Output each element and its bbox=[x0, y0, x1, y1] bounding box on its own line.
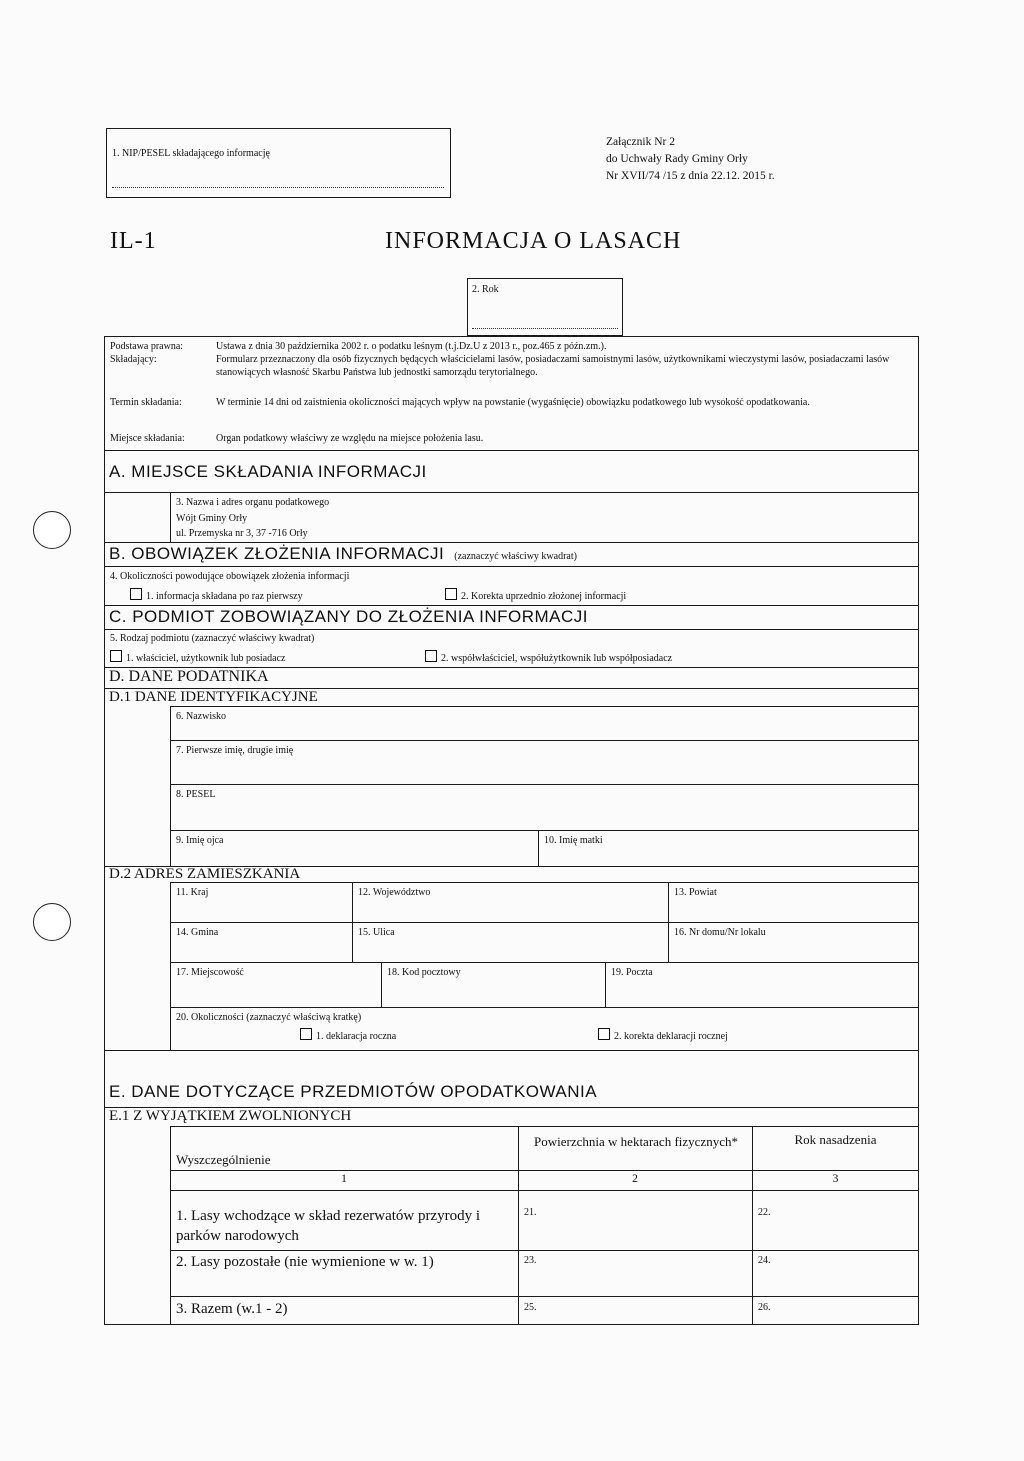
checkbox-icon[interactable] bbox=[130, 588, 142, 600]
checkbox-icon[interactable] bbox=[300, 1028, 312, 1040]
checkbox-icon[interactable] bbox=[598, 1028, 610, 1040]
field-9-label: 9. Imię ojca bbox=[176, 835, 224, 846]
table-row-1-bottom bbox=[170, 1250, 919, 1251]
d-left-indent bbox=[170, 706, 171, 866]
col-number-2: 2 bbox=[632, 1173, 638, 1185]
field-5-label: 5. Rodzaj podmiotu (zaznaczyć właściwy kwadrat) bbox=[110, 633, 315, 644]
col-number-1: 1 bbox=[341, 1173, 347, 1185]
field-6-label: 6. Nazwisko bbox=[176, 711, 226, 722]
col-header-spec: Wyszczególnienie bbox=[176, 1152, 271, 1167]
field-5-option-2-label: 2. współwłaściciel, współużytkownik lub współposiadacz bbox=[441, 653, 673, 664]
legal-divider bbox=[104, 450, 919, 451]
col-number-3: 3 bbox=[832, 1173, 839, 1185]
field-8-label: 8. PESEL bbox=[176, 789, 216, 800]
field-20-option-1-label: 1. deklaracja roczna bbox=[316, 1031, 397, 1042]
col-header-year: Rok nasadzenia bbox=[794, 1132, 877, 1147]
section-b-note: (zaznaczyć właściwy kwadrat) bbox=[454, 551, 577, 562]
field-4-option-2[interactable] bbox=[445, 588, 626, 603]
deadline-label: Termin składania: bbox=[110, 397, 182, 408]
section-c-line bbox=[104, 629, 919, 630]
section-d1-title: D.1 DANE IDENTYFIKACYJNE bbox=[109, 689, 318, 705]
field-8-bottom bbox=[170, 830, 919, 831]
field-14-label: 14. Gmina bbox=[176, 927, 219, 938]
section-d-title: D. DANE PODATNIKA bbox=[109, 668, 269, 685]
field-4-label: 4. Okoliczności powodujące obowiązek złożenia informacji bbox=[110, 571, 350, 582]
section-a-bottom bbox=[104, 542, 919, 543]
field-7-bottom bbox=[170, 784, 919, 785]
field-4-option-1-label: 1. informacja składana po raz pierwszy bbox=[146, 591, 303, 602]
section-b-title-wrap bbox=[109, 544, 577, 564]
section-b-title: B. OBOWIĄZEK ZŁOŻENIA INFORMACJI bbox=[109, 544, 445, 563]
checkbox-icon[interactable] bbox=[445, 588, 457, 600]
field-16-label: 16. Nr domu/Nr lokalu bbox=[674, 927, 766, 938]
field-19-label: 19. Poczta bbox=[611, 967, 653, 978]
table-row-2-label: 2. Lasy pozostałe (nie wymienione w w. 1) bbox=[176, 1254, 434, 1270]
table-row-1-area-field[interactable]: 21. bbox=[524, 1207, 537, 1218]
section-d-bottom bbox=[104, 1050, 919, 1051]
field-20-option-2[interactable] bbox=[598, 1028, 728, 1043]
field-18-19-divider bbox=[605, 962, 606, 1007]
field-6-bottom bbox=[170, 740, 919, 741]
table-row-3-year-field[interactable]: 26. bbox=[758, 1302, 771, 1313]
e-header-divider bbox=[170, 1170, 919, 1171]
year-label: 2. Rok bbox=[472, 284, 499, 295]
basis-text: Ustawa z dnia 30 października 2002 r. o podatku leśnym (t.j.Dz.U z 2013 r., poz.465 z późn.zm.). bbox=[216, 341, 607, 352]
section-e1-title: E.1 Z WYJĄTKIEM ZWOLNIONYCH bbox=[109, 1108, 352, 1124]
place-label: Miejsce składania: bbox=[110, 433, 185, 444]
field-5-option-1-label: 1. właściciel, użytkownik lub posiadacz bbox=[126, 653, 286, 664]
e-numbers-divider bbox=[170, 1190, 919, 1191]
table-row-1-label: 1. Lasy wchodzące w skład rezerwatów przyrody i parków narodowych bbox=[176, 1208, 481, 1244]
section-a-top bbox=[104, 492, 919, 493]
section-d2-title: D.2 ADRES ZAMIESZKANIA bbox=[109, 866, 301, 882]
d1-line bbox=[170, 706, 919, 707]
nip-pesel-label: 1. NIP/PESEL składającego informację bbox=[112, 148, 270, 159]
field-9-10-divider bbox=[538, 830, 539, 866]
e1-line bbox=[170, 1126, 919, 1127]
section-b-line bbox=[104, 566, 919, 567]
d2-line bbox=[170, 882, 919, 883]
deadline-text: W terminie 14 dni od zaistnienia okoliczności mających wpływ na powstanie (wygaśnięcie) obowiązku podatkowego lub wysokość opodatkowania. bbox=[216, 397, 810, 408]
d2-left-indent bbox=[170, 882, 171, 1050]
attachment-line-2: do Uchwały Rady Gminy Orły bbox=[606, 153, 748, 165]
section-b-bottom bbox=[104, 605, 919, 606]
field-12-label: 12. Województwo bbox=[358, 887, 431, 898]
year-dots bbox=[472, 328, 618, 329]
form-code: IL-1 bbox=[110, 228, 157, 254]
table-row-3-label: 3. Razem (w.1 - 2) bbox=[176, 1301, 288, 1317]
attachment-line-3: Nr XVII/74 /15 z dnia 22.12. 2015 r. bbox=[606, 170, 775, 182]
col-header-area: Powierzchnia w hektarach fizycznych* bbox=[534, 1134, 738, 1149]
punch-hole-bottom bbox=[33, 903, 71, 941]
field-row-14-bottom bbox=[170, 962, 919, 963]
field-5-option-1[interactable] bbox=[110, 650, 285, 665]
field-4-option-2-label: 2. Korekta uprzednio złożonej informacji bbox=[461, 591, 627, 602]
table-row-2-bottom bbox=[170, 1296, 919, 1297]
table-row-2-area-field[interactable]: 23. bbox=[524, 1255, 537, 1266]
section-a-indent bbox=[170, 492, 171, 542]
field-3-label: 3. Nazwa i adres organu podatkowego bbox=[176, 497, 330, 508]
field-4-option-1[interactable] bbox=[130, 588, 303, 603]
field-10-label: 10. Imię matki bbox=[544, 835, 603, 846]
table-row-2-year-field[interactable]: 24. bbox=[758, 1255, 771, 1266]
section-c-title: C. PODMIOT ZOBOWIĄZANY DO ZŁOŻENIA INFORMACJI bbox=[109, 607, 589, 626]
checkbox-icon[interactable] bbox=[110, 650, 122, 662]
submitter-text: Formularz przeznaczony dla osób fizycznych będących właścicielami lasów, posiadaczami samoistnymi lasów, użytkownikami wieczystymi lasów, posiadaczami lasów stanowiących własność Skarbu Państwa lub jednostki samorządu terytorialnego. bbox=[216, 354, 890, 378]
basis-label: Podstawa prawna: bbox=[110, 341, 184, 352]
section-a-title: A. MIEJSCE SKŁADANIA INFORMACJI bbox=[109, 462, 427, 481]
section-e-title: E. DANE DOTYCZĄCE PRZEDMIOTÓW OPODATKOWANIA bbox=[109, 1082, 598, 1101]
field-20-label: 20. Okoliczności (zaznaczyć właściwą kratkę) bbox=[176, 1012, 362, 1023]
field-3-line2: ul. Przemyska nr 3, 37 -716 Orły bbox=[176, 528, 308, 539]
field-5-option-2[interactable] bbox=[425, 650, 672, 665]
field-13-label: 13. Powiat bbox=[674, 887, 717, 898]
field-18-label: 18. Kod pocztowy bbox=[387, 967, 461, 978]
place-text: Organ podatkowy właściwy ze względu na miejsce położenia lasu. bbox=[216, 433, 484, 444]
field-7-label: 7. Pierwsze imię, drugie imię bbox=[176, 745, 294, 756]
field-3-line1: Wójt Gminy Orły bbox=[176, 513, 248, 524]
nip-pesel-dots bbox=[112, 187, 444, 188]
submitter-label: Składający: bbox=[110, 354, 157, 365]
field-17-label: 17. Miejscowość bbox=[176, 967, 244, 978]
field-17-18-divider bbox=[381, 962, 382, 1007]
field-11-label: 11. Kraj bbox=[176, 887, 209, 898]
form-title: INFORMACJA O LASACH bbox=[385, 228, 682, 254]
field-15-label: 15. Ulica bbox=[358, 927, 395, 938]
attachment-line-1: Załącznik Nr 2 bbox=[606, 136, 675, 148]
field-20-option-2-label: 2. korekta deklaracji rocznej bbox=[614, 1031, 728, 1042]
table-row-3-area-field[interactable]: 25. bbox=[524, 1302, 537, 1313]
field-20-option-1[interactable] bbox=[300, 1028, 396, 1043]
field-row-17-bottom bbox=[170, 1007, 919, 1008]
checkbox-icon[interactable] bbox=[425, 650, 437, 662]
field-row-11-bottom bbox=[170, 922, 919, 923]
punch-hole-top bbox=[33, 511, 71, 549]
table-row-1-year-field[interactable]: 22. bbox=[758, 1207, 771, 1218]
